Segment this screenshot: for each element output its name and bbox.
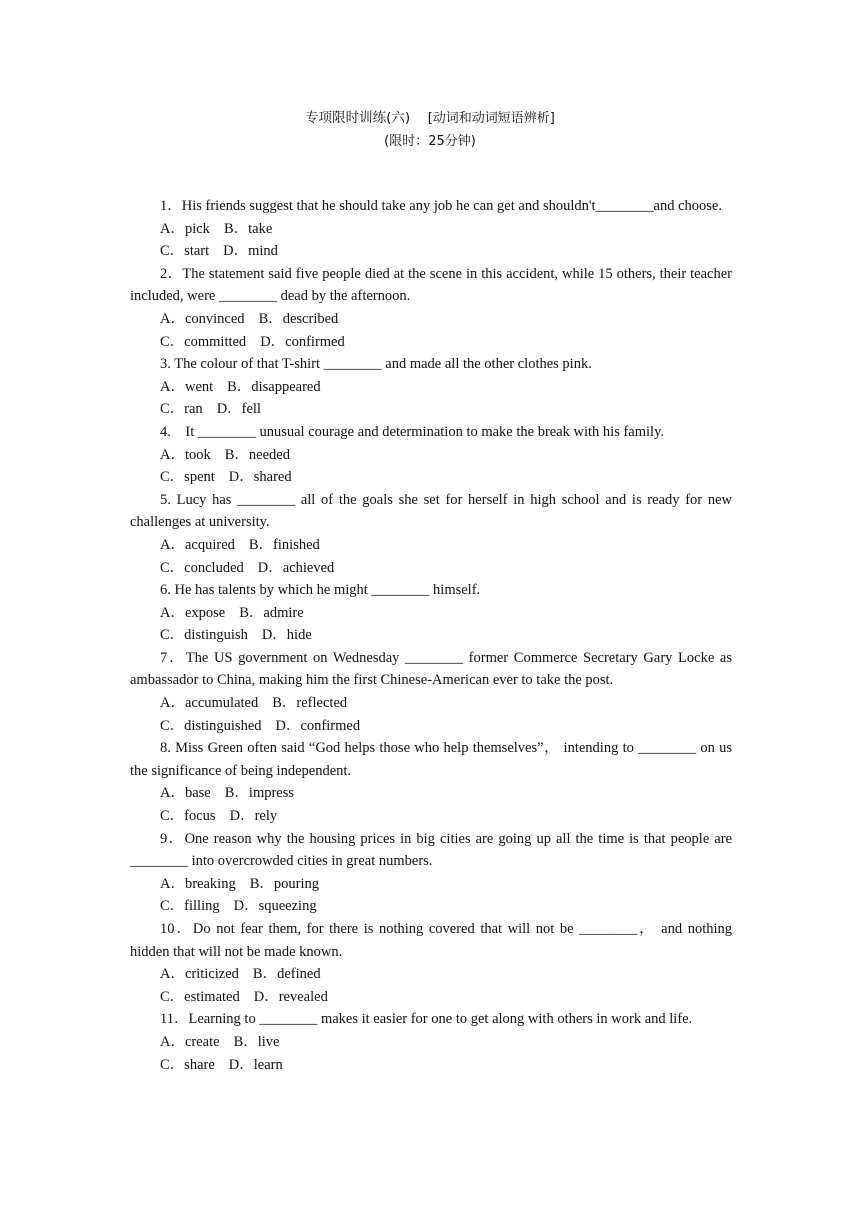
option-row	[130, 602, 732, 625]
answer-option: A．convinced	[160, 310, 245, 327]
option-row	[130, 963, 732, 986]
option-row	[130, 895, 732, 918]
answer-option: D．rely	[229, 808, 278, 825]
option-row	[130, 466, 732, 489]
option-row	[130, 240, 732, 263]
time-limit	[0, 130, 860, 150]
answer-option: D．squeezing	[233, 898, 317, 915]
answer-option: B．take	[223, 220, 273, 237]
answer-option: C．share	[160, 1056, 215, 1073]
question-stem: 5. Lucy has ________ all of the goals she set for herself in high school and is ready for new challenges at university.	[130, 491, 732, 531]
answer-option: B．reflected	[272, 695, 348, 712]
question-item	[130, 737, 732, 827]
option-row	[130, 873, 732, 896]
option-row	[130, 986, 732, 1009]
question-item	[130, 1008, 732, 1076]
question-item	[130, 647, 732, 737]
option-row	[130, 782, 732, 805]
answer-option: C．committed	[160, 333, 247, 350]
answer-option: D．confirmed	[260, 333, 345, 350]
answer-option: A．took	[160, 446, 211, 463]
answer-option: A．accumulated	[160, 695, 259, 712]
exercise-topic: [动词和动词短语辨析]	[427, 111, 555, 126]
option-row	[130, 534, 732, 557]
option-row	[130, 715, 732, 738]
answer-option: D．fell	[216, 401, 261, 418]
question-item	[130, 421, 732, 489]
question-item	[130, 579, 732, 647]
answer-option: B．disappeared	[227, 378, 321, 395]
question-stem: 2．The statement said five people died at the scene in this accident, while 15 others, their teacher included, were ________ dead by the afternoon.	[130, 265, 732, 305]
answer-option: C．start	[160, 243, 210, 260]
answer-option: C．focus	[160, 808, 216, 825]
question-stem: 9．One reason why the housing prices in big cities are going up all the time is that people are ________ into overcrowded cities in great numbers.	[130, 830, 732, 870]
answer-option: D．revealed	[253, 988, 328, 1005]
answer-option: B．pouring	[249, 875, 319, 892]
answer-option: C．distinguished	[160, 717, 262, 734]
option-row	[130, 805, 732, 828]
question-stem: 1．His friends suggest that he should take any job he can get and shouldn't________and choose.	[160, 198, 722, 214]
answer-option: B．defined	[252, 966, 321, 983]
question-item	[130, 918, 732, 1008]
exercise-title: 专项限时训练(六)	[305, 110, 411, 126]
question-item	[130, 195, 732, 263]
option-row	[130, 218, 732, 241]
answer-option: D．achieved	[257, 559, 335, 576]
question-stem: 8. Miss Green often said “God helps those who help themselves”， intending to ________ on us the significance of being independent.	[130, 740, 732, 779]
question-item	[130, 828, 732, 918]
answer-option: B．described	[258, 310, 339, 327]
answer-option: A．pick	[160, 220, 210, 237]
answer-option: A．expose	[160, 604, 226, 621]
option-row	[130, 1054, 732, 1077]
question-item	[130, 353, 732, 421]
question-stem: 11．Learning to ________ makes it easier for one to get along with others in work and life.	[160, 1011, 693, 1028]
option-row	[130, 692, 732, 715]
answer-option: A．create	[160, 1033, 220, 1050]
option-row	[130, 624, 732, 647]
answer-option: A．went	[160, 378, 214, 395]
answer-option: D．learn	[228, 1056, 283, 1073]
answer-option: A．base	[160, 785, 211, 802]
page-title	[0, 106, 860, 127]
answer-option: C．ran	[160, 401, 203, 418]
option-row	[130, 444, 732, 467]
answer-option: B．impress	[224, 785, 295, 802]
answer-option: A．breaking	[160, 875, 236, 892]
question-item	[130, 489, 732, 579]
answer-option: D．mind	[223, 243, 278, 260]
answer-option: B．admire	[239, 604, 304, 621]
answer-option: D．confirmed	[275, 717, 361, 734]
option-row	[130, 331, 732, 354]
answer-option: D．hide	[261, 627, 312, 644]
option-row	[130, 308, 732, 331]
answer-option: B．finished	[248, 536, 320, 553]
question-stem: 4. It ________ unusual courage and determination to make the break with his family.	[160, 423, 665, 440]
option-row	[130, 376, 732, 399]
answer-option: B．live	[233, 1033, 280, 1050]
answer-option: B．needed	[224, 446, 290, 463]
question-stem: 6. He has talents by which he might ________ himself.	[160, 582, 481, 599]
answer-option: D．shared	[228, 469, 292, 486]
question-stem: 10．Do not fear them, for there is nothing covered that will not be ________， and nothing hidden that will not be made known.	[130, 921, 732, 960]
question-list	[130, 195, 732, 1076]
option-row	[130, 1031, 732, 1054]
option-row	[130, 398, 732, 421]
question-stem: 3. The colour of that T-shirt ________ and made all the other clothes pink.	[160, 356, 592, 373]
answer-option: C．spent	[160, 469, 215, 486]
answer-option: C．estimated	[160, 988, 240, 1005]
time-limit-text: (限时：25分钟)	[384, 134, 476, 149]
question-stem: 7．The US government on Wednesday ________ former Commerce Secretary Gary Locke as ambassador to China, making him the first Chinese-American ever to take the post.	[130, 649, 732, 689]
answer-option: A．criticized	[160, 966, 239, 983]
answer-option: A．acquired	[160, 536, 235, 553]
answer-option: C．distinguish	[160, 627, 248, 644]
question-item	[130, 263, 732, 353]
answer-option: C．filling	[160, 898, 220, 915]
answer-option: C．concluded	[160, 559, 244, 576]
option-row	[130, 557, 732, 580]
